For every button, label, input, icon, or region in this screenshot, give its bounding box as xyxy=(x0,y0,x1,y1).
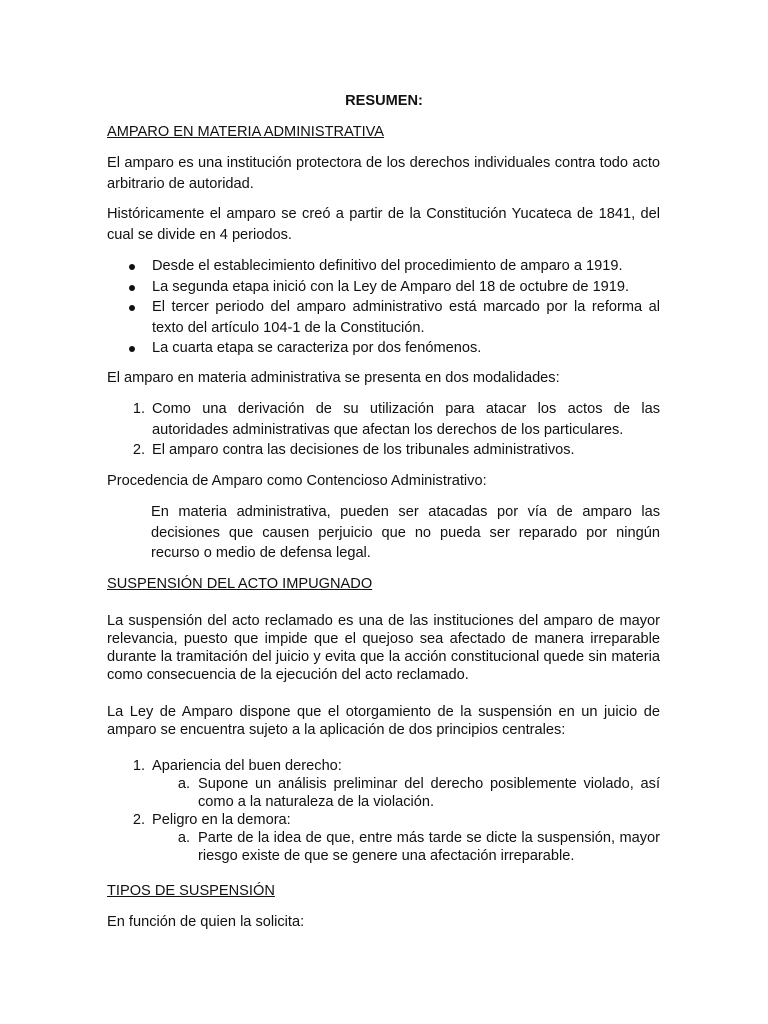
list-item xyxy=(107,440,660,461)
paragraph: La suspensión del acto reclamado es una de las instituciones del amparo de mayor relevancia, puesto que impide que el quejoso sea afectado de manera irreparable durante la tramitación del juicio y evita que la acción constitucional quede sin materia como consecuencia de la ejecución del acto reclamado. xyxy=(107,613,660,683)
list-letter: a. xyxy=(177,830,190,846)
indented-paragraph: En materia administrativa, pueden ser atacadas por vía de amparo las decisiones que causen perjuicio que no pueda ser reparado por ningún recurso o medio de defensa legal. xyxy=(151,504,660,561)
list-item-text: El amparo contra las decisiones de los tribunales administrativos. xyxy=(152,442,575,458)
list-item-text: Desde el establecimiento definitivo del procedimiento de amparo a 1919. xyxy=(152,258,623,274)
list-item xyxy=(107,256,660,277)
list-item-text: La segunda etapa inició con la Ley de Amparo del 18 de octubre de 1919. xyxy=(152,278,630,295)
bullet-icon xyxy=(129,285,135,291)
paragraph: La Ley de Amparo dispone que el otorgamiento de la suspensión en un juicio de amparo se encuentra sujeto a la aplicación de dos principios centrales: xyxy=(107,704,660,738)
bullet-icon xyxy=(129,305,135,311)
list-item xyxy=(107,757,660,811)
section-heading-tipos: TIPOS DE SUSPENSIÓN xyxy=(107,883,275,899)
list-item xyxy=(107,399,660,440)
list-item-text: Peligro en la demora: xyxy=(152,812,291,828)
sub-list-item xyxy=(152,829,660,865)
list-item xyxy=(107,297,660,338)
periods-list xyxy=(107,256,660,359)
paragraph: El amparo en materia administrativa se presenta en dos modalidades: xyxy=(107,370,560,386)
paragraph: Históricamente el amparo se creó a partir de la Constitución Yucateca de 1841, del cual se divide en 4 periodos. xyxy=(107,206,660,243)
list-item-text: Supone un análisis preliminar del derecho posiblemente violado, así como a la naturaleza de la violación. xyxy=(198,776,660,810)
list-number: 1. xyxy=(132,401,145,417)
list-item-text: El tercer periodo del amparo administrativo está marcado por la reforma al texto del artículo 104-1 de la Constitución. xyxy=(152,299,660,336)
list-item xyxy=(107,338,660,359)
bullet-icon xyxy=(129,346,135,352)
paragraph: En función de quien la solicita: xyxy=(107,914,305,930)
sub-list-item xyxy=(152,775,660,811)
principios-list xyxy=(107,757,660,865)
section-heading-amparo: AMPARO EN MATERIA ADMINISTRATIVA xyxy=(107,124,385,140)
page-title: RESUMEN: xyxy=(345,93,423,109)
list-item xyxy=(107,811,660,865)
paragraph: El amparo es una institución protectora de los derechos individuales contra todo acto arbitrario de autoridad. xyxy=(107,155,660,192)
sub-list xyxy=(152,829,660,865)
list-number: 2. xyxy=(132,442,145,458)
list-number: 2. xyxy=(132,812,145,828)
modalidades-list xyxy=(107,399,660,461)
sub-list xyxy=(152,775,660,811)
list-letter: a. xyxy=(177,776,190,792)
section-heading-suspension: SUSPENSIÓN DEL ACTO IMPUGNADO xyxy=(107,576,373,592)
list-item-text: La cuarta etapa se caracteriza por dos fenómenos. xyxy=(152,340,482,356)
paragraph: Procedencia de Amparo como Contencioso Administrativo: xyxy=(107,473,487,489)
list-item-text: Como una derivación de su utilización para atacar los actos de las autoridades administrativas que afectan los derechos de los particulares. xyxy=(152,401,660,438)
list-item xyxy=(107,277,660,298)
list-number: 1. xyxy=(132,758,145,774)
list-item-text: Parte de la idea de que, entre más tarde se dicte la suspensión, mayor riesgo existe de que se genere una afectación irreparable. xyxy=(198,830,660,864)
list-item-text: Apariencia del buen derecho: xyxy=(152,758,342,774)
bullet-icon xyxy=(129,264,135,270)
